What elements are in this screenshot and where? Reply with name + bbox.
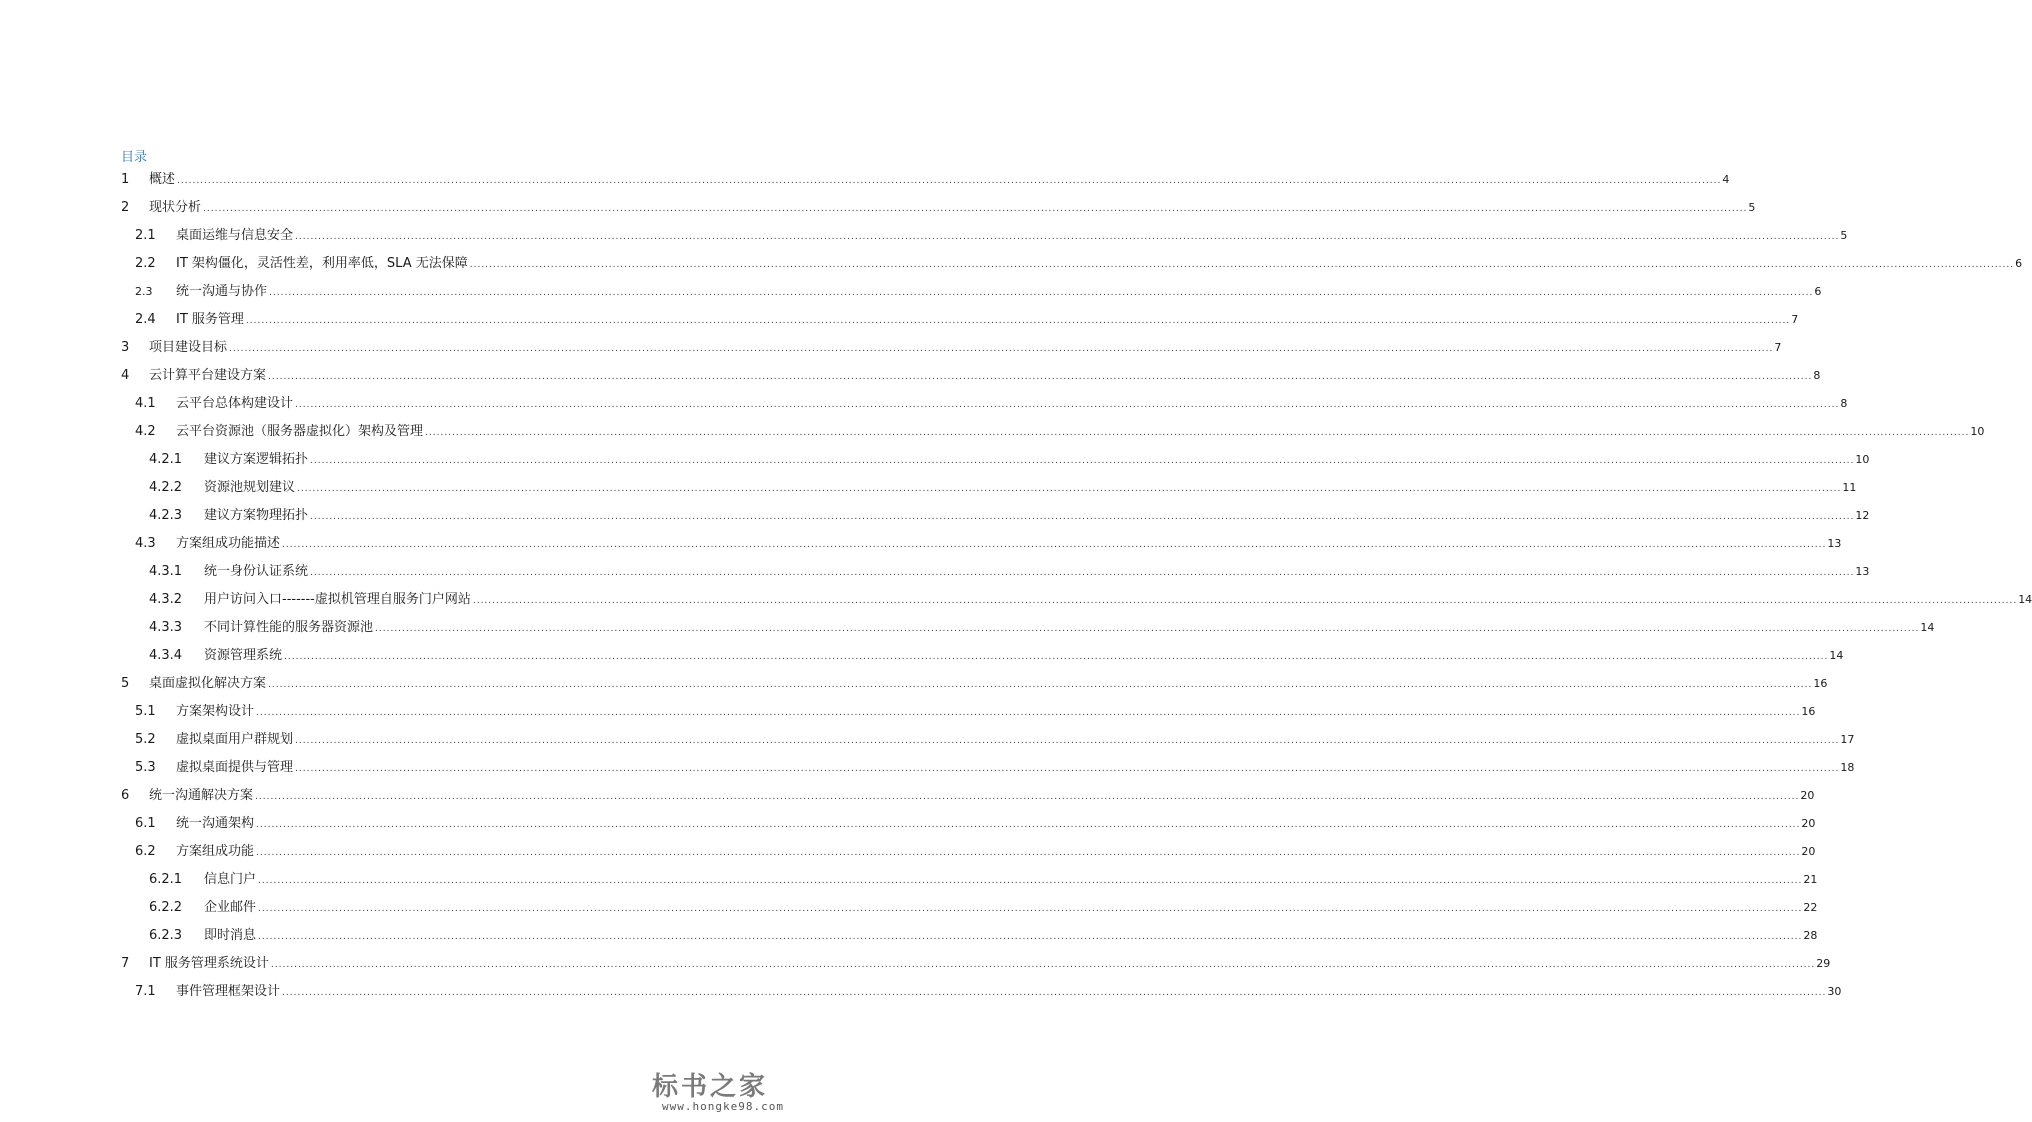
toc-entry-number: 4.3.3 <box>149 620 183 635</box>
toc-entry-title: 建议方案物理拓扑 <box>204 508 309 523</box>
toc-entry-title: 不同计算性能的服务器资源池 <box>204 620 374 635</box>
toc-entry[interactable] <box>0 394 1848 414</box>
toc-leader-dots: ................................................................................................................................................................................................................................................................................................................................................................................................................ <box>297 484 1842 494</box>
toc-entry-page: 8 <box>1813 369 1821 382</box>
logo-url: www.hongke98.com <box>662 1100 784 1113</box>
toc-leader-dots: ................................................................................................................................................................................................................................................................................................................................................................................................................ <box>256 848 1801 858</box>
toc-entry-title: 虚拟桌面提供与管理 <box>176 760 294 775</box>
toc-entry-title: 虚拟桌面用户群规划 <box>176 732 294 747</box>
toc-leader-dots: ................................................................................................................................................................................................................................................................................................................................................................................................................ <box>310 512 1855 522</box>
toc-entry[interactable] <box>0 814 1816 834</box>
toc-leader-dots: ................................................................................................................................................................................................................................................................................................................................................................................................................ <box>255 792 1800 802</box>
toc-entry-page: 6 <box>1814 285 1822 298</box>
toc-leader-dots: ................................................................................................................................................................................................................................................................................................................................................................................................................ <box>295 764 1840 774</box>
toc-entry-page: 17 <box>1840 733 1855 746</box>
toc-entry-number: 4.3.1 <box>149 564 183 579</box>
toc-entry-page: 20 <box>1801 845 1816 858</box>
toc-entry-page: 13 <box>1827 537 1842 550</box>
toc-entry-page: 8 <box>1840 397 1848 410</box>
toc-entry-page: 5 <box>1748 201 1756 214</box>
toc-entry-title: 事件管理框架设计 <box>176 984 281 999</box>
toc-leader-dots: ................................................................................................................................................................................................................................................................................................................................................................................................................ <box>258 876 1803 886</box>
toc-entry-title: 统一身份认证系统 <box>204 564 309 579</box>
toc-entry-number: 6.2.3 <box>149 928 183 943</box>
toc-leader-dots: ................................................................................................................................................................................................................................................................................................................................................................................................................ <box>203 204 1748 214</box>
toc-entry-page: 10 <box>1855 453 1870 466</box>
toc-entry[interactable] <box>0 674 1828 694</box>
toc-entry-number: 5.3 <box>135 760 156 775</box>
toc-entry-page: 14 <box>1829 649 1844 662</box>
toc-entry-page: 13 <box>1855 565 1870 578</box>
toc-entry-page: 4 <box>1722 173 1730 186</box>
toc-entry[interactable] <box>0 366 1821 386</box>
toc-entry-number: 4.3.2 <box>149 592 183 607</box>
toc-entry-page: 22 <box>1803 901 1818 914</box>
toc-entry-page: 14 <box>2018 593 2032 606</box>
toc-entry-number: 4 <box>121 368 130 383</box>
toc-entry[interactable] <box>0 170 1730 190</box>
toc-entry[interactable] <box>0 926 1818 946</box>
toc-leader-dots: ................................................................................................................................................................................................................................................................................................................................................................................................................ <box>295 232 1840 242</box>
toc-leader-dots: ................................................................................................................................................................................................................................................................................................................................................................................................................ <box>295 736 1840 746</box>
toc-entry-title: 云平台资源池（服务器虚拟化）架构及管理 <box>176 424 424 439</box>
toc-entry-page: 28 <box>1803 929 1818 942</box>
toc-leader-dots: ................................................................................................................................................................................................................................................................................................................................................................................................................ <box>258 932 1803 942</box>
toc-entry-title: 资源管理系统 <box>204 648 283 663</box>
toc-entry[interactable] <box>0 338 1782 358</box>
toc-entry-title: 统一沟通架构 <box>176 816 255 831</box>
toc-entry-number: 4.3 <box>135 536 156 551</box>
toc-entry-title: IT 服务管理系统设计 <box>149 956 269 971</box>
toc-entry-page: 18 <box>1840 761 1855 774</box>
toc-entry-title: 现状分析 <box>149 200 202 215</box>
toc-entry[interactable] <box>0 786 1815 806</box>
toc-entry-title: 方案组成功能 <box>176 844 255 859</box>
toc-entry-title: 即时消息 <box>204 928 257 943</box>
toc-entry-title: 统一沟通与协作 <box>176 284 268 299</box>
toc-entry-title: IT 服务管理 <box>176 312 244 327</box>
toc-entry-number: 4.2 <box>135 424 156 439</box>
toc-title: 目录 <box>121 150 148 165</box>
toc-entry[interactable] <box>0 870 1818 890</box>
toc-entry-page: 12 <box>1855 509 1870 522</box>
toc-entry[interactable] <box>0 534 1842 554</box>
toc-leader-dots: ................................................................................................................................................................................................................................................................................................................................................................................................................ <box>256 708 1801 718</box>
toc-entry[interactable] <box>0 478 1857 498</box>
toc-entry-page: 29 <box>1816 957 1831 970</box>
toc-leader-dots: ................................................................................................................................................................................................................................................................................................................................................................................................................ <box>269 288 1814 298</box>
toc-leader-dots: ................................................................................................................................................................................................................................................................................................................................................................................................................ <box>310 456 1855 466</box>
toc-entry[interactable] <box>0 982 1842 1002</box>
toc-leader-dots: ................................................................................................................................................................................................................................................................................................................................................................................................................ <box>295 400 1840 410</box>
toc-leader-dots: ................................................................................................................................................................................................................................................................................................................................................................................................................ <box>284 652 1829 662</box>
toc-entry-page: 6 <box>2015 257 2023 270</box>
toc-entry[interactable] <box>0 310 1799 330</box>
toc-entry[interactable] <box>0 198 1756 218</box>
toc-leader-dots: ................................................................................................................................................................................................................................................................................................................................................................................................................ <box>282 988 1827 998</box>
toc-entry-title: 企业邮件 <box>204 900 257 915</box>
toc-entry-page: 11 <box>1842 481 1857 494</box>
toc-entry-number: 2 <box>121 200 130 215</box>
toc-entry-number: 4.3.4 <box>149 648 183 663</box>
toc-entry-number: 2.2 <box>135 256 156 271</box>
toc-entry[interactable] <box>0 254 2023 274</box>
toc-leader-dots: ................................................................................................................................................................................................................................................................................................................................................................................................................ <box>245 316 1791 326</box>
toc-entry-title: 概述 <box>149 172 176 187</box>
toc-entry-number: 5.1 <box>135 704 156 719</box>
toc-entry-title: 统一沟通解决方案 <box>149 788 254 803</box>
toc-entry[interactable] <box>0 506 1870 526</box>
toc-entry-number: 5.2 <box>135 732 156 747</box>
toc-entry-number: 6.1 <box>135 816 156 831</box>
toc-entry[interactable] <box>0 282 1822 302</box>
toc-entry-title: 资源池规划建议 <box>204 480 296 495</box>
toc-entry-number: 2.1 <box>135 228 156 243</box>
toc-leader-dots: ................................................................................................................................................................................................................................................................................................................................................................................................................ <box>375 624 1920 634</box>
toc-entry-page: 7 <box>1774 341 1782 354</box>
toc-entry-page: 16 <box>1801 705 1816 718</box>
toc-leader-dots: ................................................................................................................................................................................................................................................................................................................................................................................................................ <box>268 372 1813 382</box>
toc-leader-dots: ................................................................................................................................................................................................................................................................................................................................................................................................................ <box>268 680 1813 690</box>
toc-entry[interactable] <box>0 842 1816 862</box>
toc-entry-page: 20 <box>1801 817 1816 830</box>
toc-entry-title: 云平台总体构建设计 <box>176 396 294 411</box>
toc-entry-number: 7 <box>121 956 130 971</box>
toc-entry-page: 16 <box>1813 677 1828 690</box>
toc-entry-page: 10 <box>1970 425 1985 438</box>
toc-entry-number: 4.2.2 <box>149 480 183 495</box>
watermark-logo <box>642 1060 792 1120</box>
toc-leader-dots: ................................................................................................................................................................................................................................................................................................................................................................................................................ <box>229 344 1774 354</box>
toc-entry-number: 4.1 <box>135 396 156 411</box>
toc-entry-page: 7 <box>1791 313 1799 326</box>
toc-entry-title: 用户访问入口-------虚拟机管理自服务门户网站 <box>204 592 471 607</box>
toc-entry-number: 6 <box>121 788 130 803</box>
toc-entry-number: 1 <box>121 172 130 187</box>
toc-entry-title: 桌面虚拟化解决方案 <box>149 676 267 691</box>
toc-entry[interactable] <box>0 422 1985 442</box>
toc-entry-number: 3 <box>121 340 130 355</box>
toc-entry[interactable] <box>0 730 1855 750</box>
toc-entry-page: 30 <box>1827 985 1842 998</box>
toc-entry-number: 5 <box>121 676 130 691</box>
toc-entry-title: 桌面运维与信息安全 <box>176 228 294 243</box>
toc-leader-dots: ................................................................................................................................................................................................................................................................................................................................................................................................................ <box>256 820 1801 830</box>
toc-entry-number: 4.2.1 <box>149 452 183 467</box>
toc-entry-number: 2.4 <box>135 312 156 327</box>
toc-entry-number: 2.3 <box>135 285 153 298</box>
toc-entry-title: 方案架构设计 <box>176 704 255 719</box>
toc-entry-number: 6.2 <box>135 844 156 859</box>
toc-entry[interactable] <box>0 702 1816 722</box>
toc-entry-title: 项目建设目标 <box>149 340 228 355</box>
toc-entry[interactable] <box>0 450 1870 470</box>
toc-entry-number: 6.2.2 <box>149 900 183 915</box>
toc-entry-title: 信息门户 <box>204 872 257 887</box>
toc-entry-title: 云计算平台建设方案 <box>149 368 267 383</box>
toc-entry-number: 6.2.1 <box>149 872 183 887</box>
toc-entry[interactable] <box>0 590 2032 610</box>
toc-entry-title: 建议方案逻辑拓扑 <box>204 452 309 467</box>
toc-entry-page: 5 <box>1840 229 1848 242</box>
toc-entry[interactable] <box>0 646 1844 666</box>
toc-entry-page: 20 <box>1800 789 1815 802</box>
toc-entry[interactable] <box>0 562 1870 582</box>
toc-leader-dots: ................................................................................................................................................................................................................................................................................................................................................................................................................ <box>472 596 2018 606</box>
toc-leader-dots: ................................................................................................................................................................................................................................................................................................................................................................................................................ <box>270 960 1816 970</box>
toc-leader-dots: ................................................................................................................................................................................................................................................................................................................................................................................................................ <box>425 428 1970 438</box>
toc-entry[interactable] <box>0 618 1935 638</box>
toc-entry[interactable] <box>0 954 1831 974</box>
toc-entry[interactable] <box>0 898 1818 918</box>
logo-name: 标书之家 <box>651 1072 768 1102</box>
toc-leader-dots: ................................................................................................................................................................................................................................................................................................................................................................................................................ <box>310 568 1855 578</box>
toc-leader-dots: ................................................................................................................................................................................................................................................................................................................................................................................................................ <box>258 904 1803 914</box>
toc-entry-page: 21 <box>1803 873 1818 886</box>
toc-leader-dots: ................................................................................................................................................................................................................................................................................................................................................................................................................ <box>177 176 1722 186</box>
toc-entry-number: 4.2.3 <box>149 508 183 523</box>
toc-leader-dots: ................................................................................................................................................................................................................................................................................................................................................................................................................ <box>469 260 2015 270</box>
toc-entry-page: 14 <box>1920 621 1935 634</box>
toc-entry[interactable] <box>0 226 1848 246</box>
toc-entry[interactable] <box>0 758 1855 778</box>
toc-entry-number: 7.1 <box>135 984 156 999</box>
toc-entry-title: IT 架构僵化，灵活性差，利用率低，SLA 无法保障 <box>176 256 468 271</box>
toc-leader-dots: ................................................................................................................................................................................................................................................................................................................................................................................................................ <box>282 540 1827 550</box>
toc-entry-title: 方案组成功能描述 <box>176 536 281 551</box>
